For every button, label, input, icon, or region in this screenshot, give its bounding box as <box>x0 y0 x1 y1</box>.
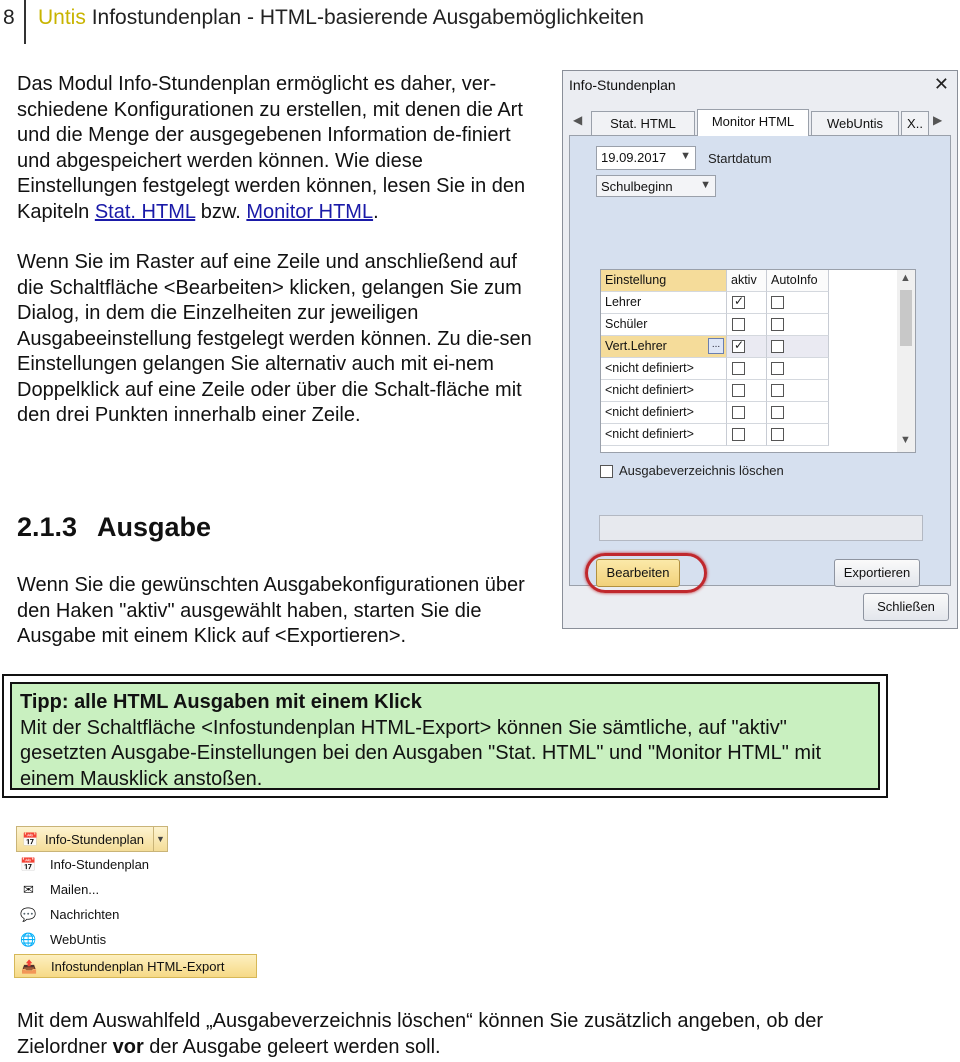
cell-aktiv <box>727 336 767 358</box>
cell-text: <nicht definiert> <box>605 361 694 375</box>
link-stat-html[interactable]: Stat. HTML <box>94 200 196 223</box>
paragraph-edit-dialog: Wenn Sie im Raster auf eine Zeile und anschließend auf die Schaltfläche <Bearbeiten> klicken, gelangen Sie zum Dialog, in dem die Einzelheiten zur jeweiligen Ausgabeeinstellung festgelegt werden können. Zu die-sen Einstellungen gelangen Sie alternativ auch mit ei-nem Doppelklick auf eine Zeile oder über die Schalt-fläche mit den drei Punkten innerhalb einer Zeile. <box>17 251 532 426</box>
paragraph-output: Wenn Sie die gewünschten Ausgabekonfigurationen über den Haken "aktiv" ausgewählt haben, starten Sie die Ausgabe mit einem Klick auf <Exportieren>. <box>17 574 525 647</box>
brand-name: Untis <box>38 6 86 29</box>
cell-aktiv <box>727 314 767 336</box>
cell-aktiv <box>727 424 767 446</box>
link-monitor-html[interactable]: Monitor HTML <box>246 200 374 223</box>
chevron-down-icon: ▼ <box>680 150 691 162</box>
tab-scroll-left-icon[interactable]: ◀ <box>573 113 583 127</box>
para1-middle: bzw. <box>195 200 247 223</box>
table-row[interactable] <box>601 424 899 446</box>
table-row[interactable] <box>601 402 899 424</box>
tab-monitor-html[interactable]: Monitor HTML <box>697 109 809 136</box>
start-date-label: Startdatum <box>708 151 772 166</box>
info-stundenplan-dropdown[interactable] <box>16 826 168 852</box>
cell-aktiv <box>727 358 767 380</box>
cell-autoinfo <box>767 314 829 336</box>
para4-text: Mit dem Auswahlfeld „Ausgabeverzeichnis löschen“ können Sie zusätzlich angeben, ob der Zielordner <box>17 1010 824 1058</box>
aktiv-checkbox[interactable] <box>732 296 745 309</box>
autoinfo-checkbox[interactable] <box>771 406 784 419</box>
cell-text: <nicht definiert> <box>605 405 694 419</box>
cell-einstellung[interactable] <box>601 292 727 314</box>
aktiv-checkbox[interactable] <box>732 318 745 331</box>
autoinfo-checkbox[interactable] <box>771 340 784 353</box>
tab-panel-monitor-html <box>569 135 951 586</box>
globe-icon: 🌐 <box>20 932 37 947</box>
page-header <box>0 0 960 44</box>
chevron-down-icon[interactable]: ▼ <box>900 434 911 446</box>
edit-button[interactable]: Bearbeiten <box>596 559 680 587</box>
start-date-value: 19.09.2017 <box>601 150 667 165</box>
grid-header <box>601 270 899 292</box>
section-heading <box>17 512 211 543</box>
para4-bold: vor <box>112 1035 144 1058</box>
table-row[interactable] <box>601 380 899 402</box>
settings-grid <box>600 269 916 453</box>
cell-aktiv <box>727 380 767 402</box>
dropdown-label: Info-Stundenplan <box>45 832 145 847</box>
autoinfo-checkbox[interactable] <box>771 428 784 441</box>
cell-text: Vert.Lehrer <box>605 339 667 353</box>
cell-autoinfo <box>767 380 829 402</box>
section-title: Ausgabe <box>97 512 212 542</box>
cell-einstellung[interactable] <box>601 424 727 446</box>
export-button[interactable]: Exportieren <box>834 559 920 587</box>
ribbon-menu <box>14 826 260 982</box>
tab-stat-html[interactable]: Stat. HTML <box>591 111 695 135</box>
calendar-icon: 📅 <box>22 832 39 847</box>
menu-item-label: WebUntis <box>50 932 107 947</box>
paragraph-clear-dir <box>17 1009 917 1060</box>
menu-item-html-export[interactable] <box>14 954 257 978</box>
cell-einstellung[interactable] <box>601 380 727 402</box>
chevron-down-icon: ▼ <box>700 179 711 191</box>
calendar-icon: 📅 <box>20 857 37 872</box>
dialog-title: Info-Stundenplan <box>569 77 676 93</box>
aktiv-checkbox[interactable] <box>732 406 745 419</box>
clear-output-dir-label: Ausgabeverzeichnis löschen <box>619 463 784 478</box>
menu-item-label: Nachrichten <box>50 907 120 922</box>
start-date-picker[interactable] <box>596 146 696 170</box>
cell-aktiv <box>727 292 767 314</box>
close-icon[interactable]: ✕ <box>933 74 949 94</box>
menu-item-label: Info-Stundenplan <box>50 857 150 872</box>
autoinfo-checkbox[interactable] <box>771 296 784 309</box>
info-stundenplan-dialog <box>562 70 958 629</box>
cell-text: Schüler <box>605 317 648 331</box>
messages-icon: 💬 <box>20 907 37 922</box>
table-row[interactable] <box>601 358 899 380</box>
aktiv-checkbox[interactable] <box>732 340 745 353</box>
clear-output-dir-option[interactable] <box>600 463 784 478</box>
clear-output-dir-checkbox[interactable] <box>600 465 613 478</box>
para1-end: . <box>373 200 379 223</box>
progress-bar <box>599 515 923 541</box>
col-header-aktiv[interactable]: aktiv <box>727 270 767 292</box>
para1-text: Das Modul Info-Stundenplan ermöglicht es daher, ver-schiedene Konfigurationen zu erstellen, mit denen die Art und die Menge der ausgegebenen Information de-finiert und abgespeichert werden können. Wie diese Einstellungen festgelegt werden können, lesen Sie in den Kapiteln <box>17 73 526 223</box>
chevron-down-icon[interactable]: ▼ <box>153 827 167 851</box>
autoinfo-checkbox[interactable] <box>771 318 784 331</box>
cell-text: Lehrer <box>605 295 642 309</box>
aktiv-checkbox[interactable] <box>732 428 745 441</box>
ellipsis-button[interactable]: ... <box>708 338 724 354</box>
tip-content <box>10 682 880 790</box>
tip-box <box>2 674 888 798</box>
header-divider <box>24 0 26 44</box>
cell-autoinfo <box>767 402 829 424</box>
tab-strip <box>571 109 949 135</box>
scrollbar-thumb[interactable] <box>900 290 912 346</box>
cell-autoinfo <box>767 336 829 358</box>
cell-autoinfo <box>767 292 829 314</box>
school-start-select[interactable] <box>596 175 716 197</box>
table-row[interactable] <box>601 292 899 314</box>
header-title <box>38 6 644 30</box>
export-icon: 📤 <box>21 959 38 974</box>
menu-item-label: Mailen... <box>50 882 100 897</box>
chevron-up-icon[interactable]: ▲ <box>900 272 911 284</box>
header-title-text: Infostundenplan - HTML-basierende Ausgabemöglichkeiten <box>85 6 644 29</box>
menu-item-label: Infostundenplan HTML-Export <box>51 959 225 974</box>
cell-autoinfo <box>767 358 829 380</box>
para4-end: der Ausgabe geleert werden soll. <box>143 1035 441 1058</box>
cell-autoinfo <box>767 424 829 446</box>
grid-scrollbar[interactable] <box>897 270 915 452</box>
school-start-value: Schulbeginn <box>601 179 673 194</box>
aktiv-checkbox[interactable] <box>732 362 745 375</box>
autoinfo-checkbox[interactable] <box>771 384 784 397</box>
tab-more[interactable]: X.. <box>901 111 929 135</box>
col-header-einstellung[interactable]: Einstellung <box>601 270 727 292</box>
cell-einstellung[interactable] <box>601 336 727 358</box>
mail-icon: ✉ <box>23 882 34 897</box>
cell-einstellung[interactable] <box>601 358 727 380</box>
paragraph-intro <box>17 72 543 225</box>
close-button[interactable]: Schließen <box>863 593 949 621</box>
tip-body: Mit der Schaltfläche <Infostundenplan HTML-Export> können Sie sämtliche, auf "aktiv" gesetzten Ausgabe-Einstellungen bei den Ausgaben "Stat. HTML" und "Monitor HTML" mit einem Mausklick anstoßen. <box>20 716 822 790</box>
cell-aktiv <box>727 402 767 424</box>
aktiv-checkbox[interactable] <box>732 384 745 397</box>
section-number: 2.1.3 <box>17 512 78 542</box>
tab-scroll-right-icon[interactable]: ▶ <box>933 113 943 127</box>
table-row[interactable] <box>601 336 899 358</box>
page-number: 8 <box>3 6 15 29</box>
cell-text: <nicht definiert> <box>605 427 694 441</box>
cell-einstellung[interactable] <box>601 314 727 336</box>
autoinfo-checkbox[interactable] <box>771 362 784 375</box>
cell-einstellung[interactable] <box>601 402 727 424</box>
tip-title: Tipp: alle HTML Ausgaben mit einem Klick <box>20 691 422 713</box>
col-header-autoinfo[interactable]: AutoInfo <box>767 270 829 292</box>
table-row[interactable] <box>601 314 899 336</box>
cell-text: <nicht definiert> <box>605 383 694 397</box>
tab-webuntis[interactable]: WebUntis <box>811 111 899 135</box>
